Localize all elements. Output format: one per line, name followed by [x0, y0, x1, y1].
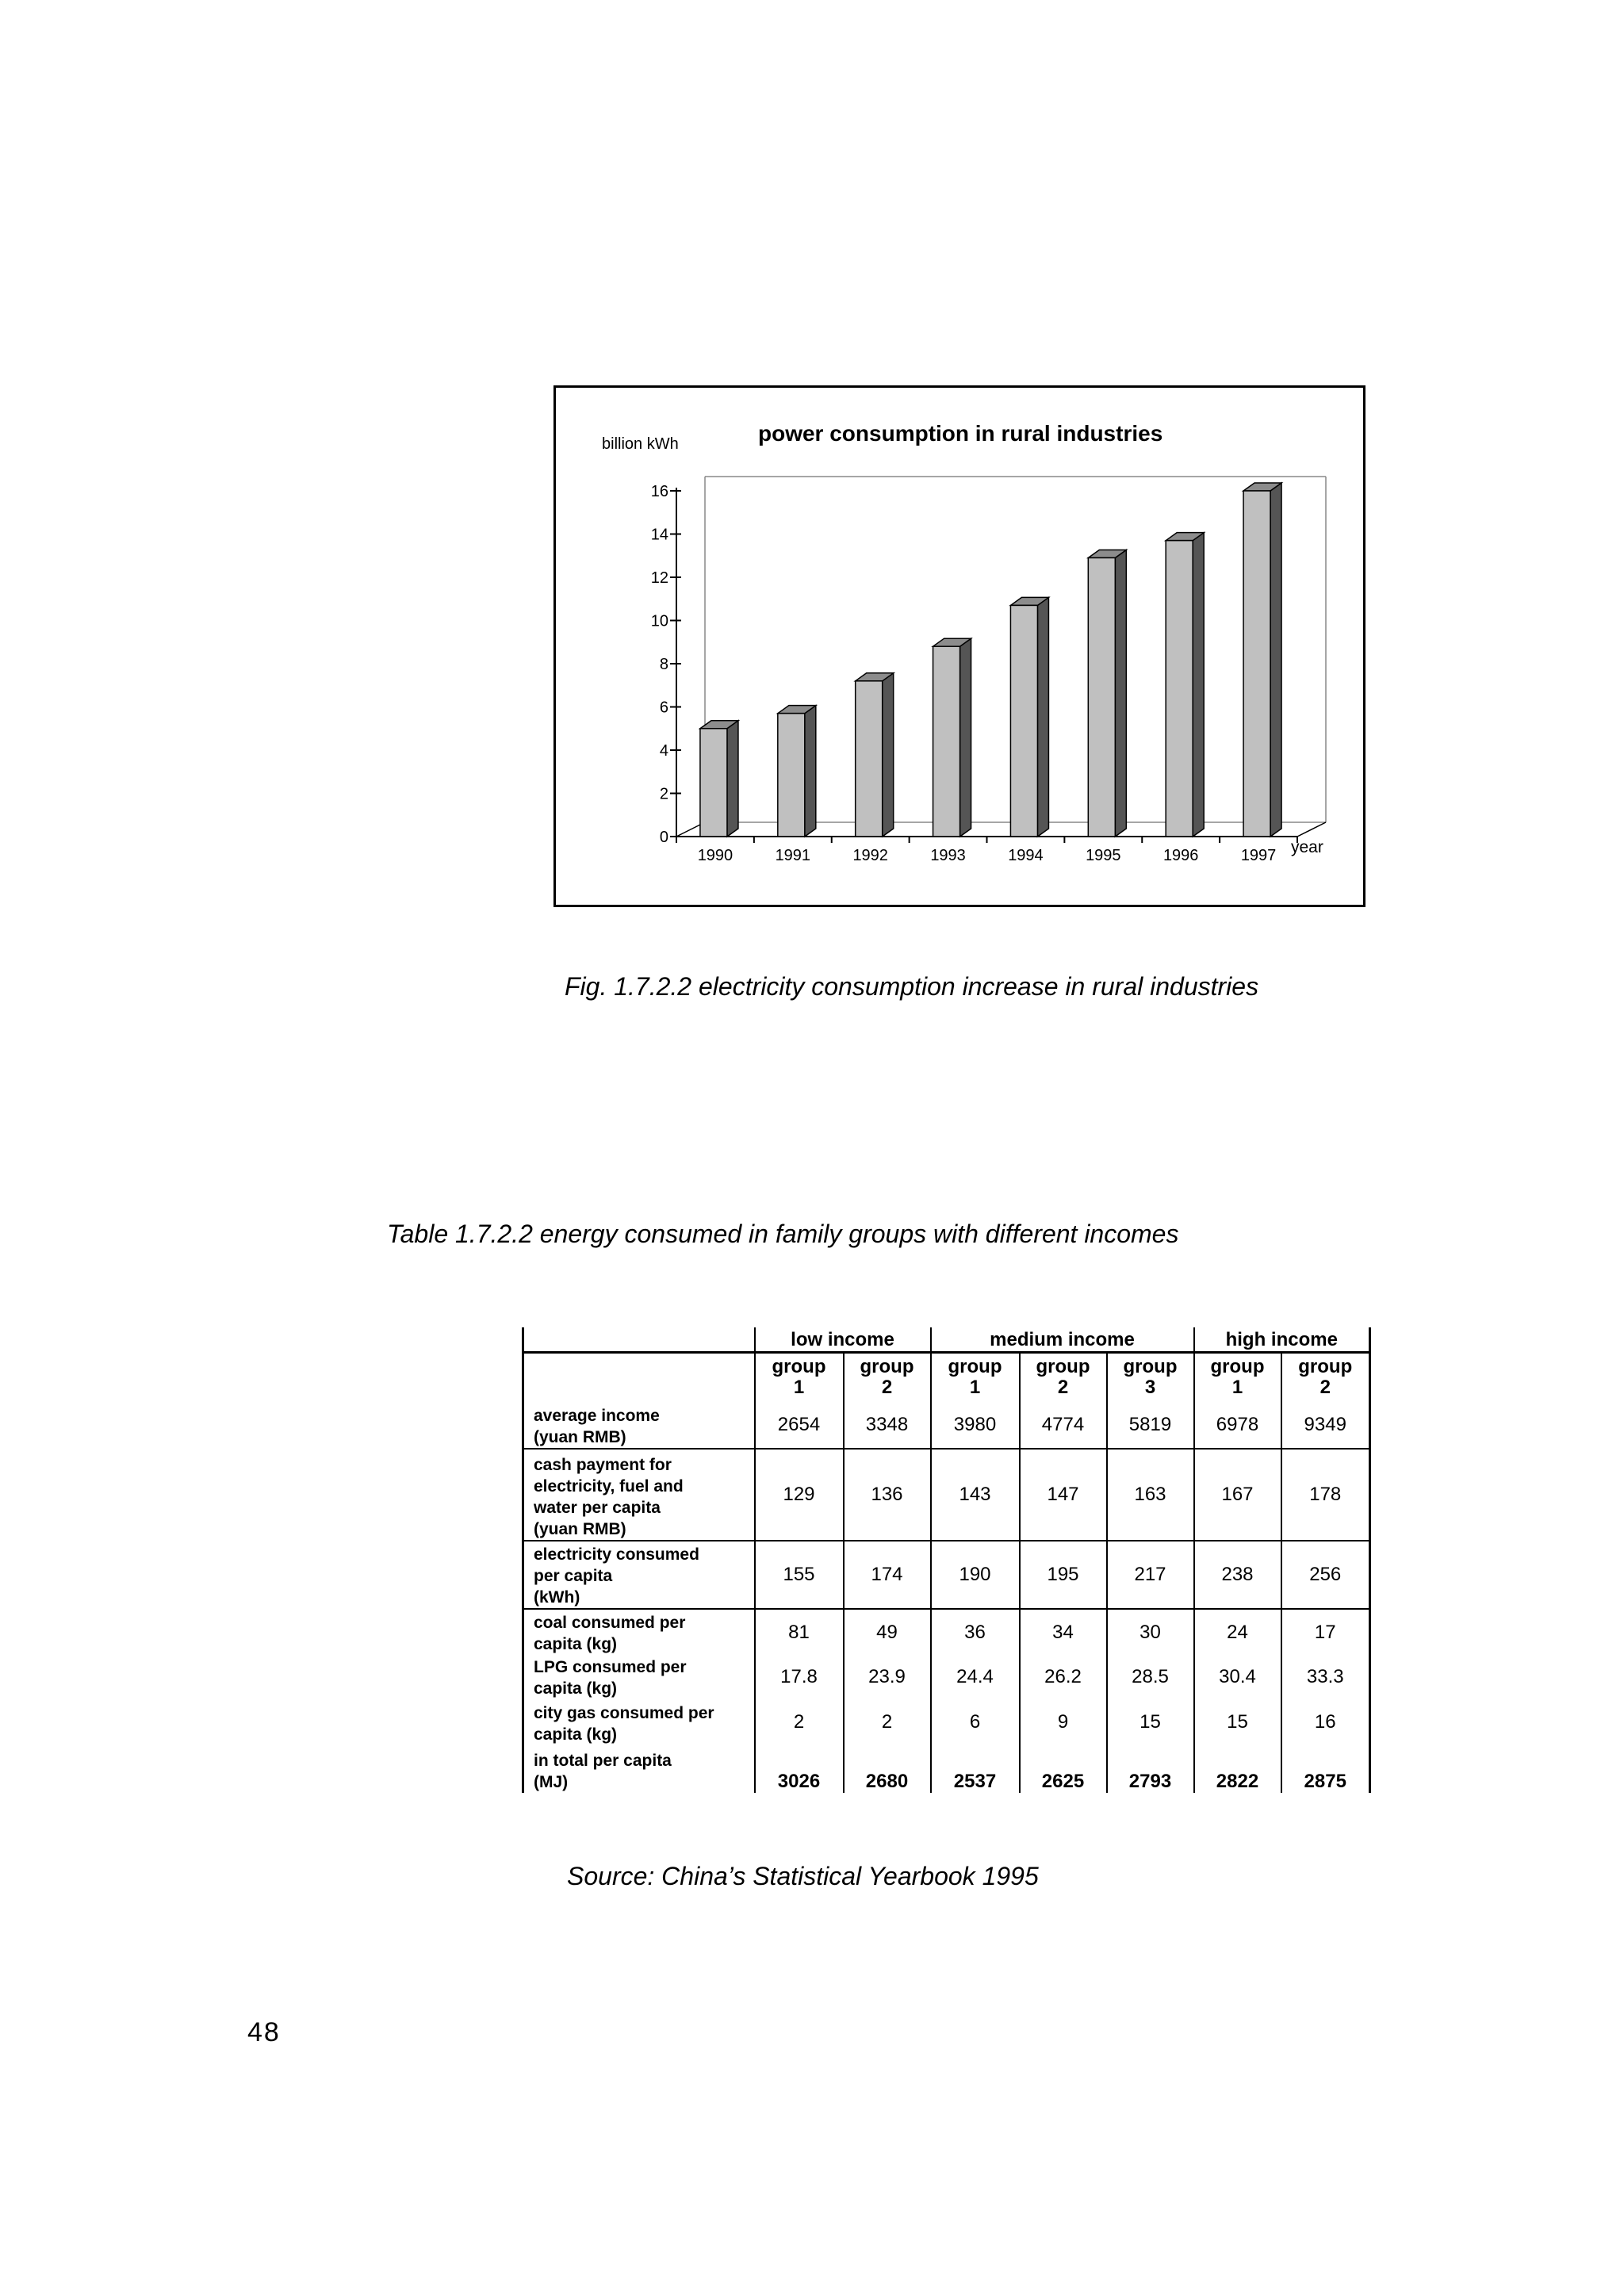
- column-subheader-line: 1: [969, 1377, 981, 1398]
- y-tick-label: 6: [659, 699, 668, 717]
- y-tick-label: 4: [659, 742, 668, 760]
- page-number: 48: [247, 2017, 281, 2047]
- row-label-line: (kWh): [534, 1588, 580, 1607]
- table-cell: 15: [1194, 1699, 1281, 1745]
- bar: [1243, 491, 1270, 837]
- column-subheader-line: group: [1036, 1356, 1090, 1377]
- row-label-line: city gas consumed per: [534, 1704, 714, 1722]
- x-tick-label: 1996: [1162, 847, 1199, 864]
- table-cell: 6978: [1194, 1401, 1281, 1449]
- table-cell: 17: [1281, 1609, 1370, 1655]
- table-cell: 16: [1281, 1699, 1370, 1745]
- table-cell: 3348: [844, 1401, 931, 1449]
- y-tick-label: 0: [659, 829, 668, 846]
- column-group-header: medium income: [931, 1327, 1194, 1353]
- column-subheader-line: group: [860, 1356, 914, 1377]
- table-row: [523, 1609, 1370, 1655]
- table-cell: 2875: [1281, 1745, 1370, 1793]
- table-cell: 2625: [1020, 1745, 1107, 1793]
- column-subheader-line: 3: [1144, 1377, 1156, 1398]
- table-row: [523, 1699, 1370, 1745]
- table-cell: 36: [931, 1609, 1020, 1655]
- table-corner-cell: [523, 1327, 755, 1353]
- table-cell: 30.4: [1194, 1655, 1281, 1699]
- column-subheader: [1194, 1353, 1281, 1402]
- bar-side: [1270, 483, 1281, 837]
- bar: [1166, 541, 1193, 837]
- row-label-line: (yuan RMB): [534, 1428, 626, 1446]
- column-subheader: [844, 1353, 931, 1402]
- column-subheader-line: group: [948, 1356, 1002, 1377]
- table-cell: 34: [1020, 1609, 1107, 1655]
- column-subheader: [1281, 1353, 1370, 1402]
- row-label: [523, 1449, 755, 1541]
- table-cell: 4774: [1020, 1401, 1107, 1449]
- column-subheader-line: group: [1123, 1356, 1178, 1377]
- figure-caption: Fig. 1.7.2.2 electricity consumption increase in rural industries: [565, 972, 1259, 1001]
- table-cell: 147: [1020, 1449, 1107, 1541]
- table-cell: 2793: [1107, 1745, 1194, 1793]
- table-cell: 81: [755, 1609, 844, 1655]
- table-cell: 9349: [1281, 1401, 1370, 1449]
- table-cell: 33.3: [1281, 1655, 1370, 1699]
- row-label-line: average income: [534, 1407, 660, 1425]
- table-cell: 2822: [1194, 1745, 1281, 1793]
- column-subheader-line: 1: [1231, 1377, 1243, 1398]
- bar: [1088, 557, 1115, 837]
- column-subheader: [931, 1353, 1020, 1402]
- table-cell: 136: [844, 1449, 931, 1541]
- table-cell: 2: [844, 1699, 931, 1745]
- table-cell: 3980: [931, 1401, 1020, 1449]
- y-tick-label: 8: [659, 656, 668, 673]
- column-subheader-line: 2: [1320, 1377, 1331, 1398]
- table-cell: 24.4: [931, 1655, 1020, 1699]
- table-cell: 24: [1194, 1609, 1281, 1655]
- table-cell: 5819: [1107, 1401, 1194, 1449]
- source-note: Source: China’s Statistical Yearbook 1995: [567, 1862, 1039, 1890]
- table-row: [523, 1449, 1370, 1541]
- y-tick-label: 10: [650, 612, 668, 630]
- bar: [933, 646, 960, 837]
- floor-right-edge: [1297, 822, 1326, 837]
- chart-plot-area: [676, 477, 1326, 837]
- x-tick-label: 1997: [1240, 847, 1277, 864]
- chart-frame: [553, 385, 1365, 907]
- table-cell: 23.9: [844, 1655, 931, 1699]
- table-cell: 163: [1107, 1449, 1194, 1541]
- table-cell: 2: [755, 1699, 844, 1745]
- bar: [856, 681, 883, 837]
- table-corner-cell: [523, 1353, 755, 1402]
- row-label-line: in total per capita: [534, 1752, 672, 1770]
- row-label-line: (MJ): [534, 1773, 569, 1791]
- table-cell: 129: [755, 1449, 844, 1541]
- x-tick-label: 1994: [1008, 847, 1044, 864]
- table-cell: 30: [1107, 1609, 1194, 1655]
- table-cell: 2680: [844, 1745, 931, 1793]
- table-cell: 26.2: [1020, 1655, 1107, 1699]
- column-subheader-line: 1: [793, 1377, 805, 1398]
- column-subheader: [755, 1353, 844, 1402]
- bar-side: [805, 706, 816, 837]
- y-tick-label: 2: [659, 785, 668, 803]
- bar: [778, 714, 805, 837]
- table-cell: 6: [931, 1699, 1020, 1745]
- row-label-line: (yuan RMB): [534, 1520, 626, 1538]
- table-cell: 143: [931, 1449, 1020, 1541]
- bar-side: [1193, 533, 1204, 837]
- table-cell: 155: [755, 1541, 844, 1609]
- table-cell: 195: [1020, 1541, 1107, 1609]
- chart-title: power consumption in rural industries: [758, 421, 1163, 446]
- column-subheader: [1107, 1353, 1194, 1402]
- table-cell: 2537: [931, 1745, 1020, 1793]
- table-cell: 217: [1107, 1541, 1194, 1609]
- bar-side: [727, 721, 738, 837]
- row-label-line: per capita: [534, 1567, 613, 1585]
- row-label-line: electricity consumed: [534, 1545, 699, 1564]
- table-cell: 190: [931, 1541, 1020, 1609]
- table-cell: 167: [1194, 1449, 1281, 1541]
- table-row: [523, 1655, 1370, 1699]
- row-label: [523, 1699, 755, 1745]
- row-label: [523, 1541, 755, 1609]
- table-row: [523, 1541, 1370, 1609]
- row-label: [523, 1401, 755, 1449]
- table-cell: 17.8: [755, 1655, 844, 1699]
- table-subheader-row: [523, 1353, 1370, 1402]
- bar-chart: [556, 388, 1363, 905]
- row-label: [523, 1609, 755, 1655]
- bar-side: [960, 638, 971, 837]
- y-tick-label: 12: [650, 569, 668, 587]
- table-cell: 256: [1281, 1541, 1370, 1609]
- table-caption: Table 1.7.2.2 energy consumed in family groups with different incomes: [387, 1220, 1179, 1248]
- chart-y-axis-label: billion kWh: [602, 435, 679, 453]
- x-tick-label: 1992: [852, 847, 888, 864]
- row-label-line: cash payment for: [534, 1456, 672, 1474]
- y-tick-label: 14: [650, 526, 668, 544]
- energy-table: [522, 1327, 1371, 1793]
- column-group-header: high income: [1194, 1327, 1370, 1353]
- table-cell: 238: [1194, 1541, 1281, 1609]
- row-label: [523, 1745, 755, 1793]
- x-tick-label: 1993: [930, 847, 966, 864]
- table-cell: 174: [844, 1541, 931, 1609]
- row-label: [523, 1655, 755, 1699]
- row-label-line: capita (kg): [534, 1679, 618, 1698]
- column-subheader-line: 2: [881, 1377, 893, 1398]
- table-cell: 15: [1107, 1699, 1194, 1745]
- row-label-line: coal consumed per: [534, 1614, 686, 1632]
- table-cell: 28.5: [1107, 1655, 1194, 1699]
- row-label-line: electricity, fuel and: [534, 1477, 684, 1496]
- bar: [1010, 605, 1037, 837]
- bar-side: [883, 673, 894, 837]
- row-label-line: LPG consumed per: [534, 1658, 687, 1676]
- bar-side: [1037, 597, 1048, 837]
- y-tick-label: 16: [650, 483, 668, 500]
- table-cell: 2654: [755, 1401, 844, 1449]
- x-tick-label: 1990: [697, 847, 733, 864]
- bar-side: [1115, 550, 1126, 837]
- table-row: [523, 1745, 1370, 1793]
- row-label-line: water per capita: [534, 1499, 661, 1517]
- column-subheader: [1020, 1353, 1107, 1402]
- table-cell: 49: [844, 1609, 931, 1655]
- table-cell: 9: [1020, 1699, 1107, 1745]
- chart-x-axis-label: year: [1291, 838, 1323, 856]
- row-label-line: capita (kg): [534, 1725, 618, 1744]
- column-subheader-line: group: [1298, 1356, 1353, 1377]
- column-subheader-line: group: [1210, 1356, 1265, 1377]
- x-tick-label: 1991: [775, 847, 811, 864]
- table-cell: 3026: [755, 1745, 844, 1793]
- table-group-header-row: [523, 1327, 1370, 1353]
- column-subheader-line: 2: [1057, 1377, 1069, 1398]
- table-row: [523, 1401, 1370, 1449]
- x-tick-label: 1995: [1086, 847, 1121, 864]
- column-subheader-line: group: [772, 1356, 826, 1377]
- bar: [700, 729, 727, 837]
- table-cell: 178: [1281, 1449, 1370, 1541]
- column-group-header: low income: [755, 1327, 931, 1353]
- row-label-line: capita (kg): [534, 1635, 618, 1653]
